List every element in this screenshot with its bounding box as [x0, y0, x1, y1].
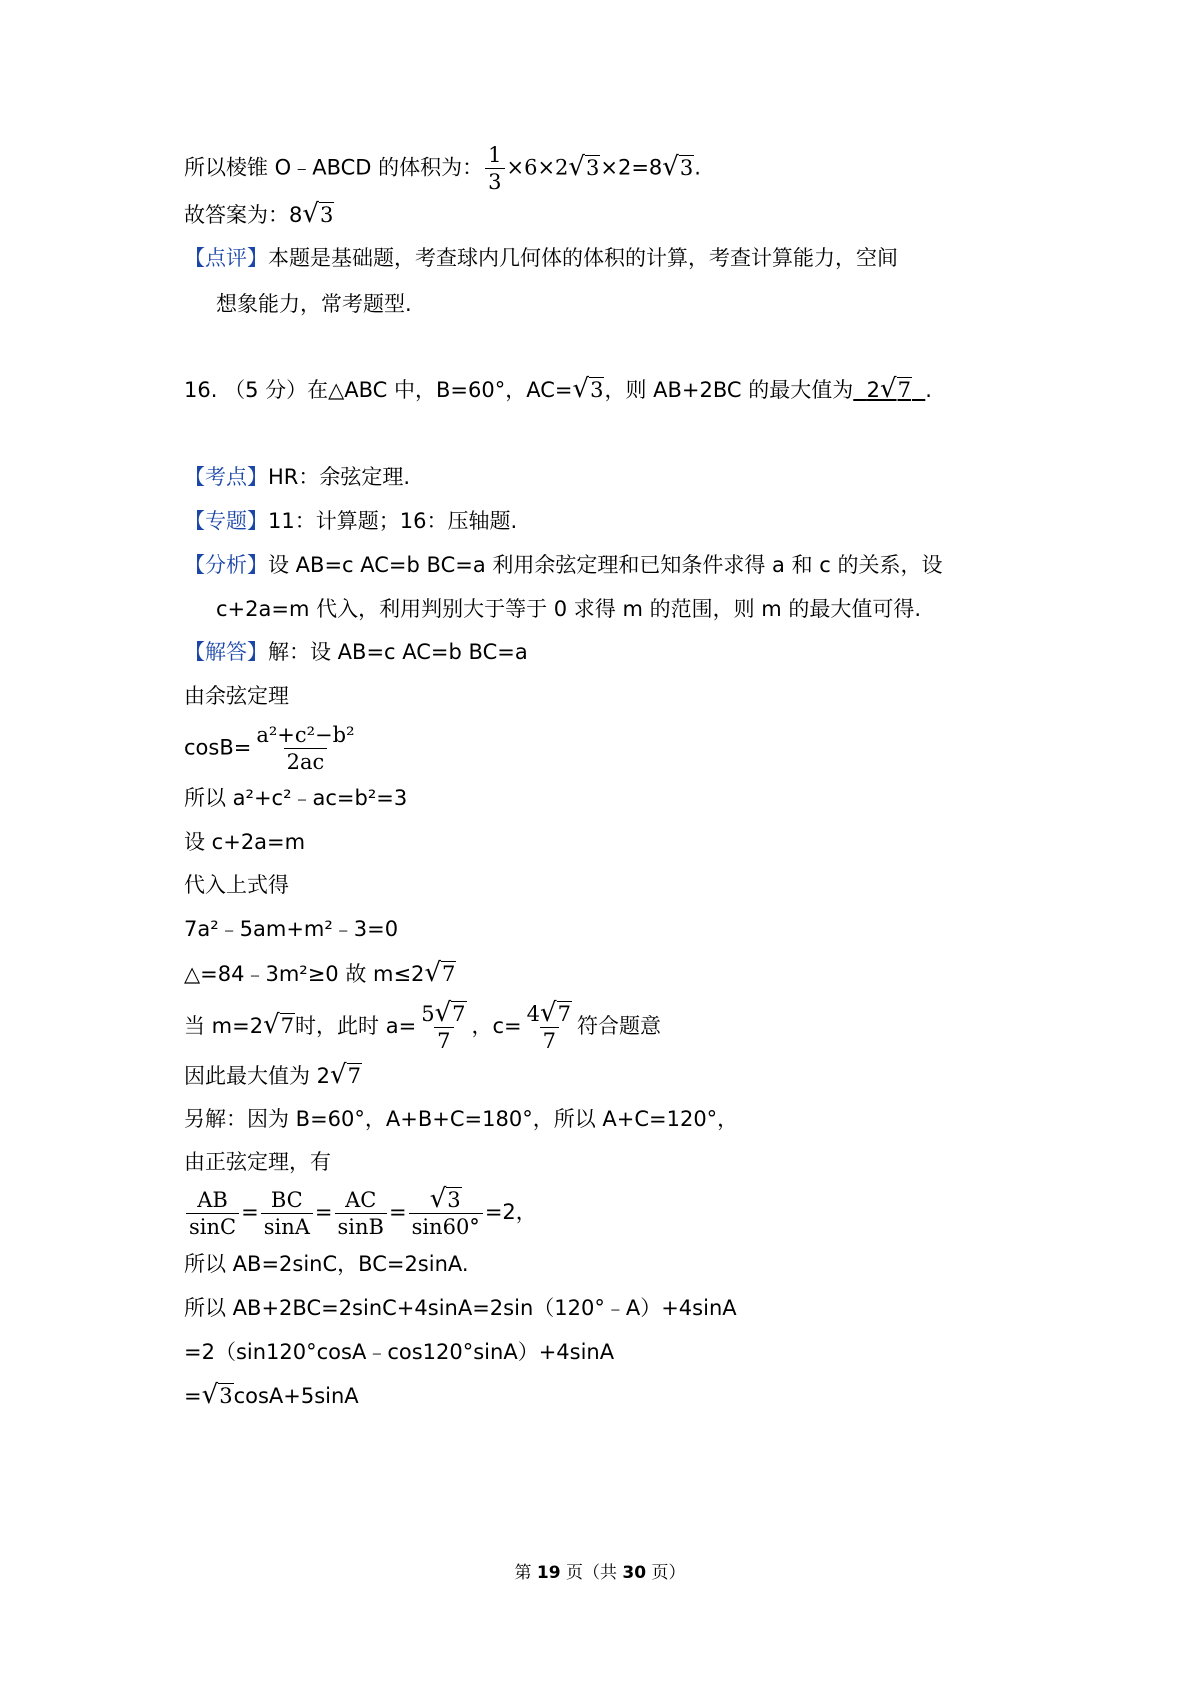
step-cosine-law: 由余弦定理: [184, 684, 289, 708]
sqrt-7: √7: [424, 958, 456, 988]
fenxi-text: 设 AB=c AC=b BC=a 利用余弦定理和已知条件求得 a 和 c 的关系，设: [268, 553, 943, 577]
frac-num: 1: [488, 143, 502, 167]
step-max-value: 因此最大值为 2√7: [184, 1060, 361, 1090]
comment-tag: 【点评】: [184, 246, 268, 270]
alt-solution-line: 另解：因为 B=60°，A+B+C=180°，所以 A+C=120°，: [184, 1107, 739, 1131]
step-substitute: 代入上式得: [184, 873, 289, 897]
step-sum-expr: 所以 AB+2BC=2sinC+4sinA=2sin（120°﹣A）+4sinA: [184, 1296, 737, 1320]
step-cosB-formula: cosB= $\frac{\text{a²+c²−b²}}{2ac}$: [184, 722, 360, 775]
page-number: 19: [536, 1563, 561, 1583]
comment-line: [184, 243, 898, 273]
expr-tail: ×2=8: [600, 155, 663, 180]
sqrt-7: √7: [263, 1010, 295, 1040]
step-final-expr: =√3cosA+5sinA: [184, 1380, 359, 1410]
fraction-one-third: [485, 142, 504, 195]
step-discriminant: △=84﹣3m²≥0 故 m≤2√7: [184, 958, 456, 988]
ratio-sqrt3: $\frac{√3}{\sin 60^\circ}$: [409, 1186, 483, 1240]
a-fraction: $\frac{5√7}{7}$: [421, 998, 466, 1053]
zhuanti-line: [184, 506, 517, 536]
fenxi-tag: 【分析】: [184, 553, 268, 577]
page-footer: 第 19 页（共 30 页）: [514, 1563, 686, 1583]
step-equation-1: 所以 a²+c²﹣ac=b²=3: [184, 786, 408, 810]
step-ab-bc: 所以 AB=2sinC，BC=2sinA.: [184, 1252, 469, 1276]
comment-continuation: 想象能力，常考题型.: [216, 292, 412, 316]
fenxi-line: [184, 550, 942, 580]
volume-line: 所以棱锥 O﹣ABCD 的体积为： $\frac{1}{3}$ ×6×2√3×2=8√3.: [184, 143, 701, 194]
ratio-ac: $\frac{AC}{\sin B}$: [335, 1187, 387, 1240]
zhuanti-tag: 【专题】: [184, 509, 268, 533]
jieda-tag: 【解答】: [184, 640, 268, 664]
frac-den: 3: [485, 168, 504, 195]
sine-law-line: 由正弦定理，有: [184, 1150, 331, 1174]
kaodian-line: [184, 462, 410, 492]
step-expand: =2（sin120°cosA﹣cos120°sinA）+4sinA: [184, 1340, 615, 1364]
sqrt-3: √3: [572, 374, 604, 404]
zhuanti-text: 11：计算题；16：压轴题.: [268, 509, 518, 533]
cosB-fraction: $\frac{\text{a²+c²−b²}}{2ac}$: [256, 723, 355, 774]
question-text: （5 分）在△ABC 中，B=60°，AC=: [224, 378, 573, 402]
step-quadratic: 7a²﹣5am+m²﹣3=0: [184, 917, 399, 941]
total-pages: 30: [622, 1563, 647, 1583]
comment-text: 本题是基础题，考查球内几何体的体积的计算，考查计算能力，空间: [268, 246, 898, 270]
jieda-text: 解：设 AB=c AC=b BC=a: [268, 640, 528, 664]
answer-line: [184, 199, 334, 230]
question-16: 16. （5 分）在△ABC 中，B=60°，AC=√3，则 AB+2BC 的最大值为 2√7 .: [184, 374, 932, 404]
sine-ratio-line: $\frac{AB}{\sin C}$ = $\frac{BC}{\sin A}$ = $\frac{AC}{\sin B}$ = $\frac{√3}{\sin 60^\circ}$ =2，: [184, 1186, 537, 1240]
ratio-ab: $\frac{AB}{\sin C}$: [186, 1187, 239, 1240]
sqrt-3: √3: [568, 151, 600, 182]
question-text-mid: ，则 AB+2BC 的最大值为: [604, 378, 854, 402]
volume-text: 所以棱锥 O﹣ABCD 的体积为：: [184, 155, 484, 180]
answer-text: 故答案为：8: [184, 203, 303, 227]
ratio-bc: $\frac{BC}{\sin A}$: [261, 1187, 313, 1240]
fenxi-continuation: c+2a=m 代入，利用判别大于等于 0 求得 m 的范围，则 m 的最大值可得.: [216, 597, 922, 621]
sqrt-3: √3: [201, 1380, 233, 1410]
answer-blank: 2√7: [866, 374, 911, 404]
sqrt-3: √3: [662, 151, 694, 182]
kaodian-text: HR：余弦定理.: [268, 465, 411, 489]
step-check-values: 当 m=2√7时，此时 a= $\frac{5√7}{7}$ ，c= $\frac{4√7}{7}$ 符合题意: [184, 998, 661, 1053]
jieda-line: [184, 637, 528, 667]
sqrt-7: √7: [330, 1060, 361, 1090]
question-number: 16.: [184, 378, 218, 402]
expr-mid: ×6×2: [506, 155, 569, 180]
step-let-m: 设 c+2a=m: [184, 830, 306, 854]
kaodian-tag: 【考点】: [184, 465, 268, 489]
c-fraction: $\frac{4√7}{7}$: [526, 998, 571, 1053]
sqrt-3: √3: [302, 199, 334, 229]
